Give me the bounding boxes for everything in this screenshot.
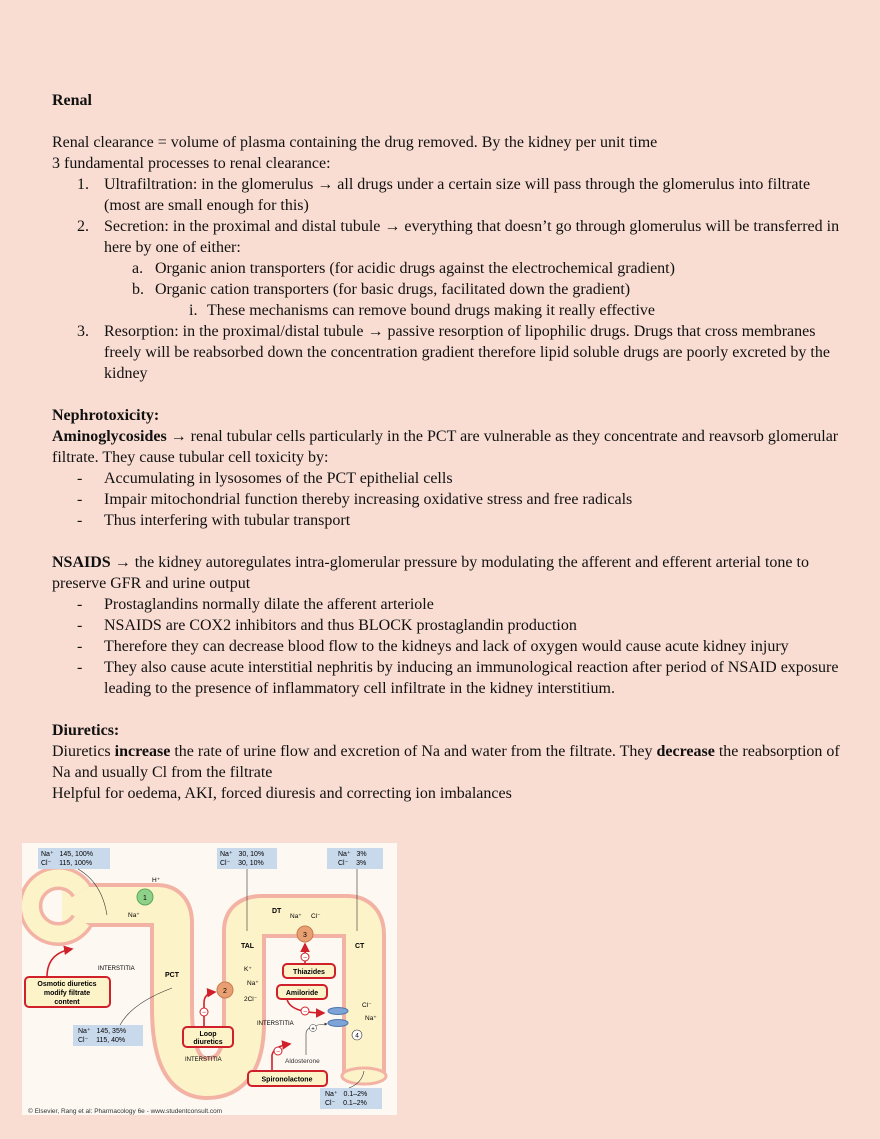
helpful-line: Helpful for oedema, AKI, forced diuresis and correcting ion imbalances xyxy=(52,785,512,802)
svg-text:−: − xyxy=(201,1009,207,1017)
bullet-marker: - xyxy=(77,470,83,487)
text: Diuretics xyxy=(52,743,115,760)
svg-text:Thiazides: Thiazides xyxy=(293,969,325,976)
svg-text:Na⁺: Na⁺ xyxy=(365,1015,377,1022)
list-item xyxy=(52,279,842,300)
list-marker: 1. xyxy=(77,176,89,193)
bullet-text: Impair mitochondrial function thereby increasing oxidative stress and free radicals xyxy=(104,491,633,508)
list-marker: i. xyxy=(189,302,198,319)
value-box-pct xyxy=(73,1025,143,1046)
list-text: These mechanisms can remove bound drugs making it really effective xyxy=(207,302,655,319)
bullet-text: Accumulating in lysosomes of the PCT epithelial cells xyxy=(104,470,453,487)
svg-text:Cl⁻ 115, 40%: Cl⁻ 115, 40% xyxy=(78,1037,126,1044)
bullet-marker: - xyxy=(77,512,83,529)
bullet-item xyxy=(52,657,842,699)
svg-text:Na⁺: Na⁺ xyxy=(128,912,140,919)
bullet-marker: - xyxy=(77,491,83,508)
intro-line: 3 fundamental processes to renal clearance: xyxy=(52,155,331,172)
list-item xyxy=(52,174,842,216)
thiazides-label xyxy=(283,944,335,978)
value-box-tal xyxy=(217,848,277,869)
nsaids-paragraph xyxy=(52,552,842,594)
svg-text:Cl⁻ 115, 100%: Cl⁻ 115, 100% xyxy=(41,860,93,867)
aminoglycosides-paragraph xyxy=(52,426,842,468)
svg-text:2: 2 xyxy=(223,988,227,995)
document-body xyxy=(52,90,842,804)
bullet-marker: - xyxy=(77,659,83,676)
value-box-ct xyxy=(327,848,383,869)
svg-text:K⁺: K⁺ xyxy=(244,966,252,973)
bullet-text: Prostaglandins normally dilate the afferent arteriole xyxy=(104,596,434,613)
value-box-urine xyxy=(320,1088,382,1109)
svg-text:Cl⁻ 3%: Cl⁻ 3% xyxy=(338,860,367,867)
bold-term: Aminoglycosides → xyxy=(52,428,187,445)
bullet-marker: - xyxy=(77,638,83,655)
svg-text:+: + xyxy=(311,1026,315,1033)
bullet-item xyxy=(52,594,842,615)
nephron-diuretics-diagram xyxy=(22,843,397,1115)
paragraph-text: renal tubular cells particularly in the PCT are vulnerable as they concentrate and reavsorb glomerular filtrate. They cause tubular cell toxicity by: xyxy=(52,428,839,466)
svg-text:Spironolactone: Spironolactone xyxy=(261,1076,313,1084)
bullet-text: Therefore they can decrease blood flow to the kidneys and lack of oxygen would cause acute kidney injury xyxy=(104,638,789,655)
svg-text:TAL: TAL xyxy=(241,943,255,950)
bullet-item xyxy=(52,636,842,657)
bold-term: decrease xyxy=(656,743,715,760)
svg-text:diuretics: diuretics xyxy=(193,1039,223,1046)
heading-text: Diuretics: xyxy=(52,722,120,739)
svg-text:4: 4 xyxy=(355,1032,359,1040)
svg-text:Na⁺ 0.1–2%: Na⁺ 0.1–2% xyxy=(325,1091,368,1098)
nephron-svg xyxy=(22,843,397,1115)
svg-text:Cl⁻: Cl⁻ xyxy=(311,913,321,920)
svg-text:−: − xyxy=(275,1048,281,1056)
diuretics-paragraph xyxy=(52,741,842,783)
bullet-item xyxy=(52,468,842,489)
svg-text:Osmotic diuretics: Osmotic diuretics xyxy=(37,981,97,988)
svg-text:Cl⁻: Cl⁻ xyxy=(362,1002,372,1009)
svg-text:INTERSTITIA: INTERSTITIA xyxy=(98,966,135,972)
svg-text:DT: DT xyxy=(272,908,282,915)
list-text: Ultrafiltration: in the glomerulus → all drugs under a certain size will pass through the glomerulus into filtrate (most are small enough for this) xyxy=(104,176,811,214)
amiloride-label xyxy=(277,985,327,1016)
list-item xyxy=(52,216,842,258)
bullet-marker: - xyxy=(77,596,83,613)
list-text: Organic anion transporters (for acidic drugs against the electrochemical gradient) xyxy=(155,260,675,277)
list-marker: b. xyxy=(132,281,144,298)
svg-text:1: 1 xyxy=(143,895,147,902)
list-text: Resorption: in the proximal/distal tubule → passive resorption of lipophilic drugs. Drugs that cross membranes freely will be reabsorbed down the concentration gradient therefore lipid soluble drugs are poorly excreted by the kidney xyxy=(104,323,830,382)
svg-text:−: − xyxy=(302,954,308,962)
svg-text:Amiloride: Amiloride xyxy=(285,990,319,997)
svg-text:Na⁺ 145, 100%: Na⁺ 145, 100% xyxy=(41,851,93,858)
svg-text:Na⁺ 3%: Na⁺ 3% xyxy=(338,851,367,858)
svg-text:Na⁺: Na⁺ xyxy=(290,913,302,920)
bullet-text: They also cause acute interstitial nephritis by inducing an immunological reaction after period of NSAID exposure leading to the presence of inflammatory cell infiltrate in the kidney interstitium. xyxy=(104,659,839,697)
svg-text:PCT: PCT xyxy=(165,972,179,979)
list-item xyxy=(52,258,842,279)
channel-icon xyxy=(328,1020,348,1027)
svg-text:modify filtrate: modify filtrate xyxy=(43,990,91,997)
svg-text:2Cl⁻: 2Cl⁻ xyxy=(244,996,258,1003)
heading-text: Renal xyxy=(52,92,92,109)
list-marker: 3. xyxy=(77,323,89,340)
heading-text: Nephrotoxicity: xyxy=(52,407,160,424)
svg-text:Na⁺: Na⁺ xyxy=(247,980,259,987)
svg-text:−: − xyxy=(302,1008,308,1016)
section-heading-nephrotoxicity xyxy=(52,405,842,426)
bullet-item xyxy=(52,510,842,531)
svg-text:Cl⁻ 0.1–2%: Cl⁻ 0.1–2% xyxy=(325,1100,367,1107)
bold-term: increase xyxy=(114,743,171,760)
list-item xyxy=(52,321,842,384)
svg-text:Aldosterone: Aldosterone xyxy=(285,1058,320,1065)
svg-text:content: content xyxy=(54,999,80,1006)
bullet-text: Thus interfering with tubular transport xyxy=(104,512,351,529)
svg-text:INTERSTITIA: INTERSTITIA xyxy=(185,1057,222,1063)
svg-text:INTERSTITIA: INTERSTITIA xyxy=(257,1021,294,1027)
bullet-text: NSAIDS are COX2 inhibitors and thus BLOCK prostaglandin production xyxy=(104,617,577,634)
svg-text:Loop: Loop xyxy=(199,1031,217,1038)
list-text: Organic cation transporters (for basic drugs, facilitated down the gradient) xyxy=(155,281,631,298)
svg-text:Na⁺ 145, 35%: Na⁺ 145, 35% xyxy=(78,1028,127,1035)
list-marker: a. xyxy=(132,260,144,277)
svg-text:H⁺: H⁺ xyxy=(152,877,161,884)
bold-term: NSAIDS → xyxy=(52,554,131,571)
bullet-marker: - xyxy=(77,617,83,634)
svg-text:3: 3 xyxy=(303,932,307,939)
bullet-item xyxy=(52,615,842,636)
text: the rate of urine flow and excretion of Na and water from the filtrate. They xyxy=(170,743,657,760)
paragraph-text: the kidney autoregulates intra-glomerular pressure by modulating the afferent and efferent arterial tone to preserve GFR and urine output xyxy=(52,554,809,592)
text: the reabsorption of Na and usually Cl from the filtrate xyxy=(52,743,840,781)
section-heading-diuretics xyxy=(52,720,842,741)
svg-text:Cl⁻ 30, 10%: Cl⁻ 30, 10% xyxy=(220,860,264,867)
value-box-glomerulus xyxy=(38,848,110,869)
list-marker: 2. xyxy=(77,218,89,235)
copyright-credit: © Elsevier, Rang et al: Pharmacology 6e - www.studentconsult.com xyxy=(28,1108,223,1115)
channel-icon xyxy=(328,1008,348,1015)
svg-text:Na⁺ 30, 10%: Na⁺ 30, 10% xyxy=(220,851,265,858)
section-heading-renal xyxy=(52,90,842,111)
intro-line: Renal clearance = volume of plasma containing the drug removed. By the kidney per unit time xyxy=(52,134,658,151)
list-text: Secretion: in the proximal and distal tubule → everything that doesn’t go through glomerulus will be transferred in here by one of either: xyxy=(104,218,840,256)
bullet-item xyxy=(52,489,842,510)
svg-text:CT: CT xyxy=(355,943,365,950)
list-item xyxy=(52,300,842,321)
osmotic-diuretics-label xyxy=(25,949,110,1007)
